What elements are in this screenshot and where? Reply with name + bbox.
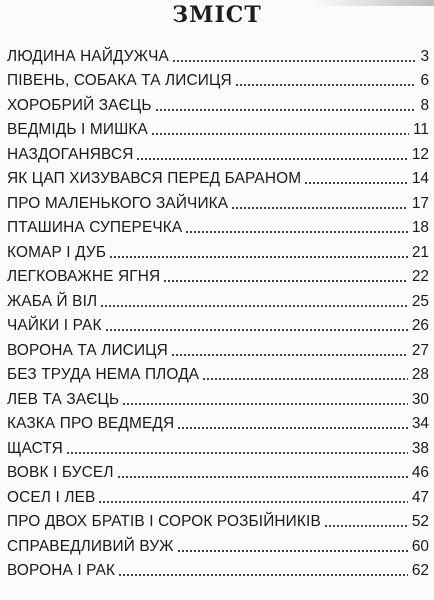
toc-entry-page: 27 (411, 341, 429, 359)
heading-area (0, 0, 434, 36)
toc-entry-page: 21 (411, 243, 429, 261)
dot-leader (117, 476, 408, 478)
page-title: ЗМІСТ (172, 2, 262, 28)
dot-leader (171, 354, 408, 356)
dot-leader (98, 501, 407, 503)
toc-entry (7, 311, 431, 336)
toc-entry (7, 41, 431, 66)
toc-entry-page: 6 (420, 72, 429, 89)
toc-entry-title: БЕЗ ТРУДА НЕМА ПЛОДА (7, 366, 200, 383)
dot-leader (202, 378, 408, 380)
toc-entry-title: ЛЕГКОВАЖНЕ ЯГНЯ (7, 268, 161, 285)
dot-leader (151, 133, 409, 135)
dot-leader (105, 329, 408, 331)
toc-entry-page: 60 (411, 537, 429, 555)
toc-entry-page: 11 (413, 121, 429, 138)
toc-entry-page: 47 (411, 488, 429, 506)
toc-entry-page: 26 (411, 317, 429, 334)
toc-entry (7, 115, 431, 140)
toc-entry (7, 531, 431, 556)
dot-leader (109, 256, 408, 258)
toc-entry-page: 25 (411, 292, 429, 310)
toc-entry-page: 8 (420, 96, 429, 114)
toc-entry (7, 286, 431, 311)
dot-leader (185, 231, 408, 233)
toc-entry (7, 139, 431, 164)
toc-entry (7, 66, 431, 91)
dot-leader (231, 207, 408, 209)
toc-entry-page: 22 (411, 268, 429, 285)
toc-entry-page: 46 (411, 464, 429, 481)
toc-entry-title: ХОРОБРИЙ ЗАЄЦЬ (7, 96, 152, 114)
toc-entry-page: 34 (411, 415, 429, 432)
toc-entry (7, 164, 431, 189)
toc-entry-page: 28 (411, 366, 429, 383)
toc-entry-page: 38 (411, 439, 429, 457)
toc-entry (7, 188, 431, 213)
toc-entry-page: 14 (411, 170, 429, 187)
dot-leader (177, 550, 408, 552)
toc-entry-title: ПТАШИНА СУПЕРЕЧКА (7, 219, 183, 236)
dot-leader (324, 525, 408, 527)
toc-entry-page: 17 (411, 194, 429, 212)
toc-entry-page: 18 (411, 219, 429, 236)
toc-entry-title: ЩАСТЯ (7, 439, 63, 457)
dot-leader (304, 182, 408, 184)
dot-leader (177, 427, 408, 429)
toc-entry-title: ЛЕВ ТА ЗАЄЦЬ (7, 390, 120, 408)
toc-entry-page: 52 (411, 513, 429, 530)
table-of-contents (7, 41, 431, 580)
toc-entry-title: НАЗДОГАНЯВСЯ (7, 145, 134, 163)
dot-leader (172, 60, 417, 62)
toc-entry (7, 507, 431, 532)
dot-leader (100, 305, 408, 307)
toc-entry-title: КАЗКА ПРО ВЕДМЕДЯ (7, 415, 175, 432)
toc-entry (7, 335, 431, 360)
toc-entry-title: ЖАБА Й ВІЛ (7, 292, 98, 310)
toc-entry (7, 360, 431, 385)
toc-entry-title: ПІВЕНЬ, СОБАКА ТА ЛИСИЦЯ (7, 72, 232, 89)
dot-leader (122, 403, 408, 405)
dot-leader (136, 158, 407, 160)
toc-entry-page: 62 (411, 562, 429, 579)
toc-entry (7, 433, 431, 458)
toc-entry-title: ВОВК І БУСЕЛ (7, 464, 114, 481)
toc-entry-title: ЧАЙКИ І РАК (7, 317, 102, 334)
toc-entry-title: ПРО МАЛЕНЬКОГО ЗАЙЧИКА (7, 194, 229, 212)
toc-entry-title: ЛЮДИНА НАЙДУЖЧА (7, 47, 169, 65)
toc-entry-title: ЯК ЦАП ХИЗУВАВСЯ ПЕРЕД БАРАНОМ (7, 170, 302, 187)
toc-entry-title: КОМАР І ДУБ (7, 243, 107, 261)
toc-entry-page: 30 (411, 390, 429, 408)
toc-entry (7, 237, 431, 262)
toc-entry-title: ВОРОНА ТА ЛИСИЦЯ (7, 341, 168, 359)
toc-entry-title: ОСЕЛ І ЛЕВ (7, 488, 96, 506)
toc-entry (7, 384, 431, 409)
toc-entry-title: ПРО ДВОХ БРАТІВ І СОРОК РОЗБІЙНИКІВ (7, 513, 321, 530)
toc-entry (7, 482, 431, 507)
dot-leader (163, 280, 408, 282)
toc-entry (7, 262, 431, 287)
toc-entry (7, 458, 431, 483)
toc-entry-title: ВОРОНА І РАК (7, 562, 116, 579)
dot-leader (155, 109, 417, 111)
dot-leader (66, 452, 408, 454)
toc-entry (7, 90, 431, 115)
toc-entry (7, 409, 431, 434)
toc-entry (7, 556, 431, 581)
dot-leader (118, 574, 408, 576)
dot-leader (235, 84, 417, 86)
toc-entry-page: 12 (411, 145, 429, 163)
toc-entry-page: 3 (420, 47, 429, 65)
toc-entry-title: ВЕДМІДЬ І МИШКА (7, 121, 148, 138)
toc-entry-title: СПРАВЕДЛИВИЙ ВУЖ (7, 537, 174, 555)
toc-entry (7, 213, 431, 238)
